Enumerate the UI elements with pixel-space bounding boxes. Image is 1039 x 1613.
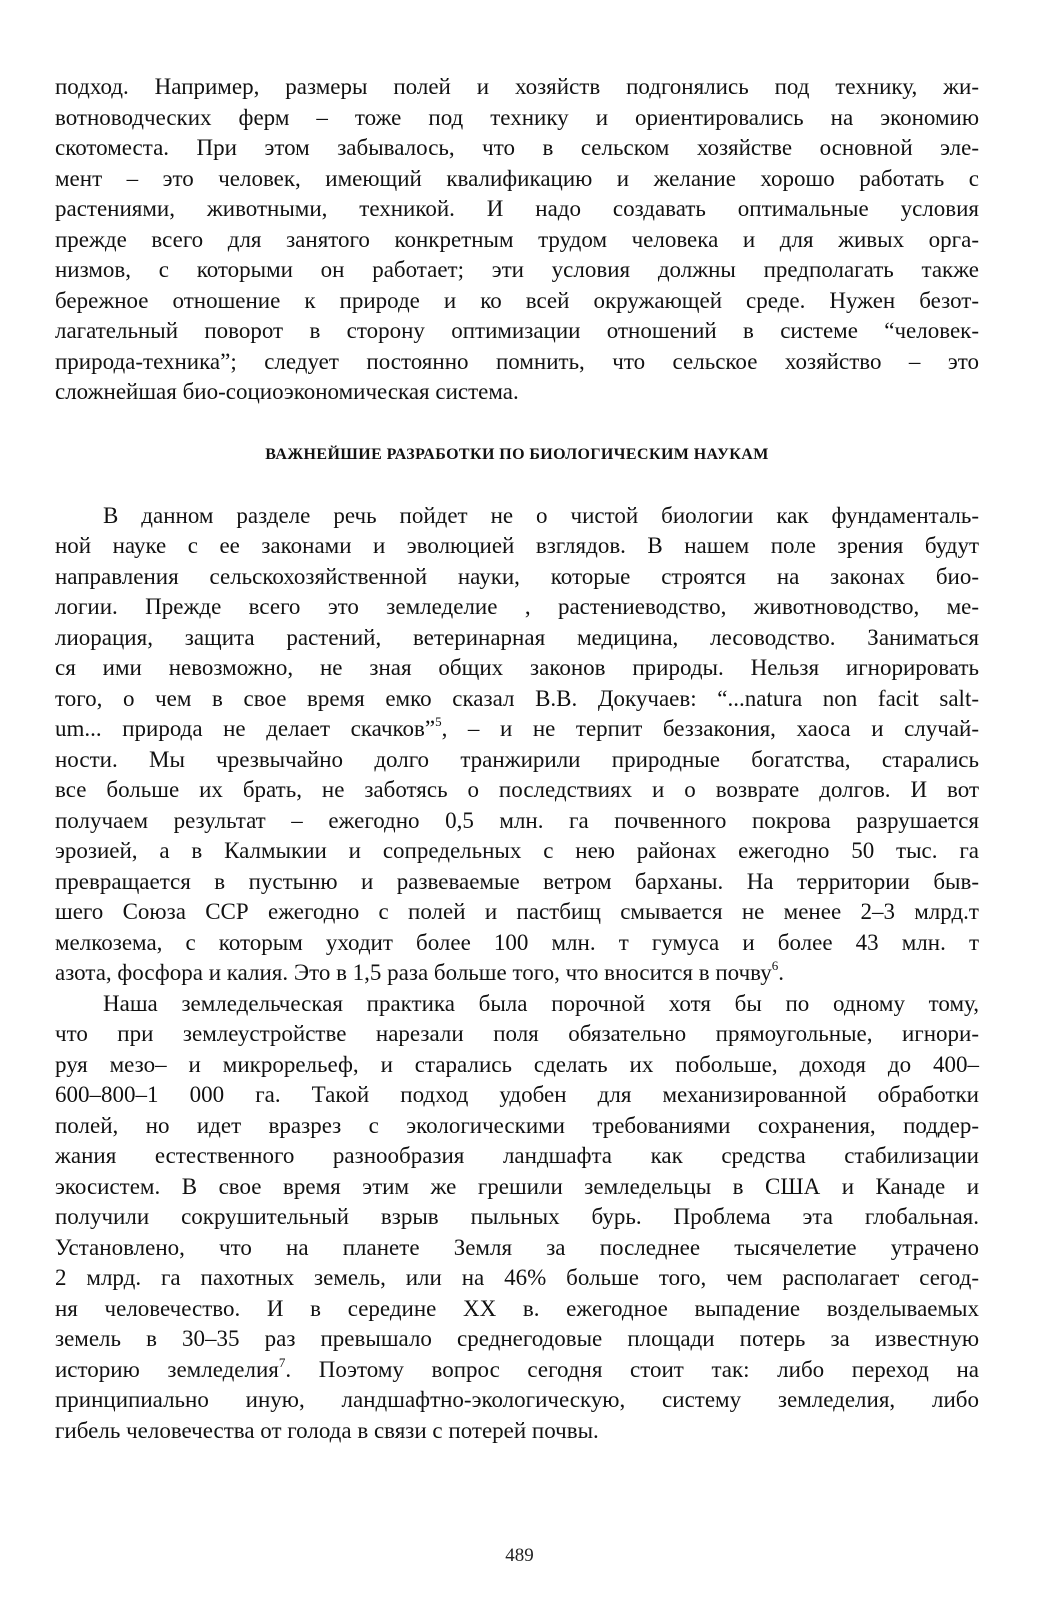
section-heading: ВАЖНЕЙШИЕ РАЗРАБОТКИ ПО БИОЛОГИЧЕСКИМ НАУКАМ [265,445,769,463]
text-segment: , – и не терпит беззакония, хаоса и случай- [441,716,980,741]
text-line: мелкозема, с которым уходит более 100 млн. т гумуса и более 43 млн. т [55,929,979,955]
page-body [55,72,979,1446]
text-line: шего Союза ССР ежегодно с полей и пастбищ смывается не менее 2–3 млрд.т [55,899,979,924]
text-line: что при землеустройстве нарезали поля обязательно прямоугольные, игнори- [55,1021,979,1046]
text-line [55,958,979,989]
text-line: полей, но идет вразрез с экологическими требованиями сохранения, поддер- [55,1112,979,1138]
text-line: природа-техника”; следует постоянно помнить, что сельское хозяйство – это [55,348,979,374]
text-line: эрозией, а в Калмыкии и сопредельных с нею районах ежегодно 50 тыс. га [55,838,979,863]
text-line: того, о чем в свое время емко сказал В.В. Докучаев: “...natura non facit salt- [55,685,979,711]
text-segment: um... природа не делает скачков” [55,716,436,741]
section-paragraph-2 [55,989,979,1447]
text-segment: азота, фосфора и калия. Это в 1,5 раза больше того, что вносится в почву [55,960,772,985]
footnote-ref: 5 [435,714,442,729]
section-paragraph-1 [55,501,979,989]
text-line: экосистем. В свое время этим же грешили земледельцы в США и Канаде и [55,1173,979,1199]
text-line: гибель человечества от голода в связи с потерей почвы. [55,1417,599,1443]
text-segment: . Поэтому вопрос сегодня стоит так: либо переход на [285,1356,980,1382]
text-line: сложнейшая био-социоэкономическая система. [55,379,519,404]
text-line: Установлено, что на планете Земля за последнее тысячелетие утрачено [55,1234,979,1260]
text-line: земель в 30–35 раз превышало среднегодовые площади потерь за известную [55,1326,979,1351]
text-line: ся ими невозможно, не зная общих законов природы. Нельзя игнорировать [55,655,979,680]
text-line: лагательный поворот в сторону оптимизации отношений в системе “человек- [55,318,979,343]
text-line: подход. Например, размеры полей и хозяйств подгонялись под технику, жи- [55,74,979,99]
text-line: лиорация, защита растений, ветеринарная медицина, лесоводство. Заниматься [55,624,979,650]
text-line: логии. Прежде всего это земледелие , растениеводство, животноводство, ме- [55,594,979,619]
text-line: жания естественного разнообразия ландшафта как средства стабилизации [55,1143,979,1168]
text-line: ной науке с ее законами и эволюцией взглядов. В нашем поле зрения будут [55,533,979,558]
text-line: 600–800–1 000 га. Такой подход удобен для механизированной обработки [55,1082,979,1107]
text-line: направления сельскохозяйственной науки, которые строятся на законах био- [55,563,979,589]
text-line: все больше их брать, не заботясь о последствиях и о возврате долгов. И вот [55,777,979,802]
text-segment: историю земледелия [55,1356,279,1382]
text-line [55,1355,979,1386]
text-segment: . [778,960,784,985]
text-line: прежде всего для занятого конкретным трудом человека и для живых орга- [55,226,979,252]
text-line: В данном разделе речь пойдет не о чистой биологии как фундаменталь- [103,502,979,528]
text-line: Наша земледельческая практика была порочной хотя бы по одному тому, [103,990,979,1016]
text-line [55,714,979,745]
text-line: получили сокрушительный взрыв пыльных бурь. Проблема эта глобальная. [55,1204,979,1229]
text-line: ности. Мы чрезвычайно долго транжирили природные богатства, старались [55,746,979,772]
text-line: превращается в пустыню и развеваемые ветром барханы. На территории быв- [55,868,979,894]
text-line: бережное отношение к природе и ко всей окружающей среде. Нужен безот- [55,287,979,313]
intro-paragraph [55,72,979,408]
text-line: растениями, животными, техникой. И надо создавать оптимальные условия [55,196,979,221]
text-line: ня человечество. И в середине XX в. ежегодное выпадение возделываемых [55,1295,979,1321]
text-line: низмов, с которыми он работает; эти условия должны предполагать также [55,257,979,282]
footnote-ref: 6 [771,958,779,973]
page-number: 489 [505,1545,534,1566]
text-line: скотоместа. При этом забывалось, что в сельском хозяйстве основной эле- [55,135,979,160]
text-line: руя мезо– и микрорельеф, и старались сделать их побольше, доходя до 400– [55,1051,979,1077]
text-line: принципиально иную, ландшафтно-экологическую, систему земледелия, либо [55,1387,979,1412]
text-line: получаем результат – ежегодно 0,5 млн. га почвенного покрова разрушается [55,807,979,833]
footnote-ref: 7 [278,1354,286,1370]
text-line: мент – это человек, имеющий квалификацию и желание хорошо работать с [55,165,979,191]
text-line: 2 млрд. га пахотных земель, или на 46% больше того, чем располагает сегод- [55,1265,979,1290]
text-line: вотноводческих ферм – тоже под технику и ориентировались на экономию [55,104,979,130]
